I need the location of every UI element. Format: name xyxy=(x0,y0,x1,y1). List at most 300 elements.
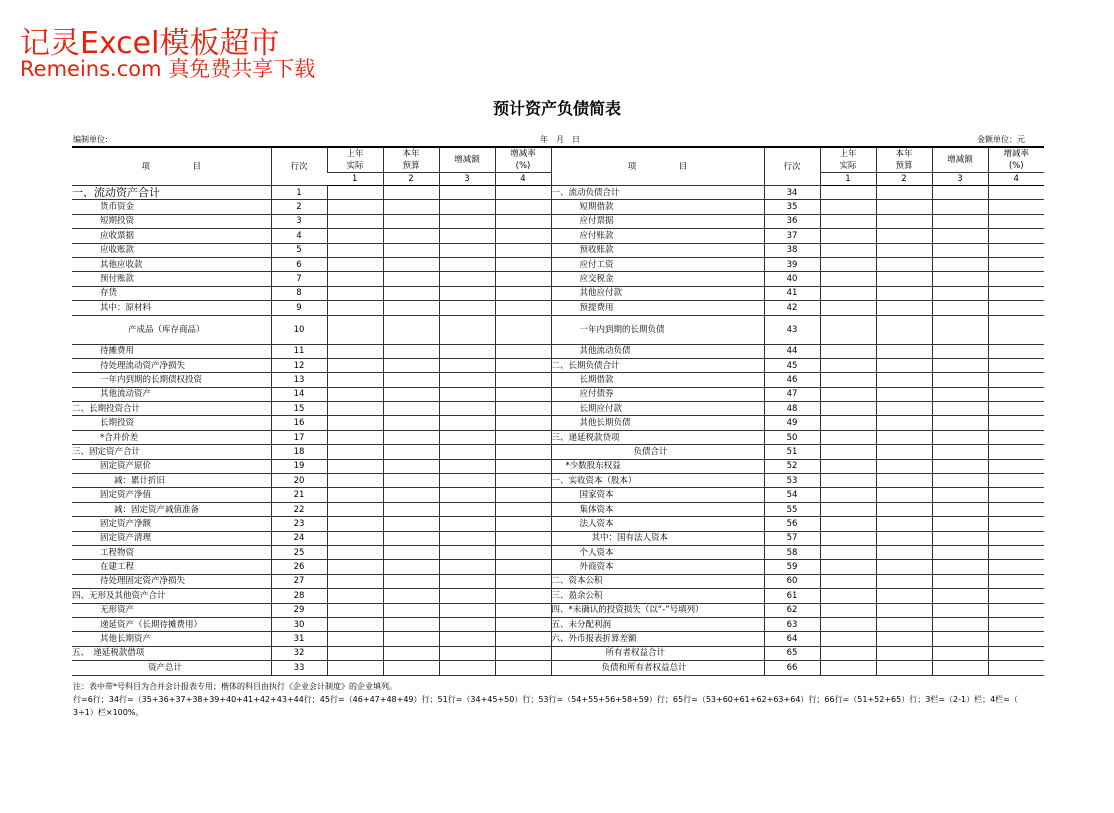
liability-value-cell-2[interactable] xyxy=(876,589,932,603)
liability-value-cell-3[interactable] xyxy=(932,603,988,617)
asset-value-cell-4[interactable] xyxy=(495,200,551,214)
asset-value-cell-3[interactable] xyxy=(439,502,495,516)
liability-value-cell-1[interactable] xyxy=(820,646,876,660)
liability-value-cell-3[interactable] xyxy=(932,459,988,473)
liability-value-cell-1[interactable] xyxy=(820,531,876,545)
asset-value-cell-2[interactable] xyxy=(383,315,439,344)
liability-value-cell-3[interactable] xyxy=(932,344,988,358)
asset-value-cell-3[interactable] xyxy=(439,358,495,372)
asset-value-cell-2[interactable] xyxy=(383,243,439,257)
asset-value-cell-1[interactable] xyxy=(327,589,383,603)
liability-value-cell-2[interactable] xyxy=(876,517,932,531)
liability-line-no-cell: 65 xyxy=(764,646,820,660)
asset-value-cell-2[interactable] xyxy=(383,430,439,444)
asset-line-no-cell: 12 xyxy=(271,358,327,372)
asset-value-cell-3[interactable] xyxy=(439,402,495,416)
liability-value-cell-3[interactable] xyxy=(932,574,988,588)
liability-value-cell-4[interactable] xyxy=(988,315,1044,344)
liability-value-cell-3[interactable] xyxy=(932,488,988,502)
liability-value-cell-2[interactable] xyxy=(876,488,932,502)
asset-value-cell-4[interactable] xyxy=(495,589,551,603)
liability-value-cell-2[interactable] xyxy=(876,474,932,488)
liability-value-cell-3[interactable] xyxy=(932,430,988,444)
asset-value-cell-2[interactable] xyxy=(383,617,439,631)
asset-value-cell-2[interactable] xyxy=(383,459,439,473)
liability-value-cell-2[interactable] xyxy=(876,545,932,559)
liability-value-cell-3[interactable] xyxy=(932,531,988,545)
liability-value-cell-3[interactable] xyxy=(932,358,988,372)
asset-value-cell-1[interactable] xyxy=(327,186,383,200)
table-row xyxy=(72,214,1044,228)
asset-value-cell-3[interactable] xyxy=(439,560,495,574)
liability-value-cell-4[interactable] xyxy=(988,531,1044,545)
liability-value-cell-2[interactable] xyxy=(876,272,932,286)
asset-item-cell: 存货 xyxy=(72,286,271,300)
asset-value-cell-3[interactable] xyxy=(439,661,495,675)
asset-value-cell-3[interactable] xyxy=(439,286,495,300)
liability-value-cell-4[interactable] xyxy=(988,229,1044,243)
liability-value-cell-1[interactable] xyxy=(820,632,876,646)
asset-value-cell-2[interactable] xyxy=(383,531,439,545)
asset-value-cell-2[interactable] xyxy=(383,373,439,387)
asset-value-cell-2[interactable] xyxy=(383,488,439,502)
liability-value-cell-4[interactable] xyxy=(988,574,1044,588)
liability-value-cell-2[interactable] xyxy=(876,200,932,214)
liability-value-cell-2[interactable] xyxy=(876,632,932,646)
liability-value-cell-3[interactable] xyxy=(932,560,988,574)
asset-value-cell-4[interactable] xyxy=(495,502,551,516)
asset-value-cell-4[interactable] xyxy=(495,459,551,473)
asset-line-no-cell: 21 xyxy=(271,488,327,502)
asset-value-cell-3[interactable] xyxy=(439,617,495,631)
asset-value-cell-3[interactable] xyxy=(439,344,495,358)
liability-value-cell-1[interactable] xyxy=(820,474,876,488)
asset-item-cell: 固定资产净值 xyxy=(72,488,271,502)
asset-value-cell-2[interactable] xyxy=(383,632,439,646)
asset-value-cell-4[interactable] xyxy=(495,617,551,631)
asset-value-cell-1[interactable] xyxy=(327,344,383,358)
asset-value-cell-1[interactable] xyxy=(327,646,383,660)
liability-value-cell-4[interactable] xyxy=(988,459,1044,473)
liability-value-cell-2[interactable] xyxy=(876,445,932,459)
liability-value-cell-4[interactable] xyxy=(988,502,1044,516)
liability-value-cell-3[interactable] xyxy=(932,632,988,646)
asset-value-cell-4[interactable] xyxy=(495,430,551,444)
asset-value-cell-3[interactable] xyxy=(439,589,495,603)
asset-value-cell-3[interactable] xyxy=(439,200,495,214)
asset-item-cell: *合并价差 xyxy=(72,430,271,444)
asset-value-cell-3[interactable] xyxy=(439,301,495,315)
liability-value-cell-3[interactable] xyxy=(932,545,988,559)
asset-item-cell: 其他流动资产 xyxy=(72,387,271,401)
liability-value-cell-3[interactable] xyxy=(932,445,988,459)
asset-value-cell-1[interactable] xyxy=(327,560,383,574)
liability-value-cell-3[interactable] xyxy=(932,315,988,344)
asset-value-cell-1[interactable] xyxy=(327,474,383,488)
liability-value-cell-4[interactable] xyxy=(988,257,1044,271)
liability-value-cell-1[interactable] xyxy=(820,430,876,444)
liability-value-cell-1[interactable] xyxy=(820,214,876,228)
liability-value-cell-2[interactable] xyxy=(876,387,932,401)
liability-value-cell-4[interactable] xyxy=(988,373,1044,387)
asset-value-cell-1[interactable] xyxy=(327,229,383,243)
liability-value-cell-1[interactable] xyxy=(820,416,876,430)
liability-value-cell-4[interactable] xyxy=(988,286,1044,300)
liability-value-cell-1[interactable] xyxy=(820,257,876,271)
asset-value-cell-1[interactable] xyxy=(327,632,383,646)
asset-value-cell-2[interactable] xyxy=(383,186,439,200)
asset-value-cell-3[interactable] xyxy=(439,646,495,660)
asset-line-no-cell: 30 xyxy=(271,617,327,631)
asset-value-cell-1[interactable] xyxy=(327,502,383,516)
liability-value-cell-1[interactable] xyxy=(820,358,876,372)
asset-value-cell-4[interactable] xyxy=(495,243,551,257)
asset-value-cell-3[interactable] xyxy=(439,373,495,387)
liability-value-cell-1[interactable] xyxy=(820,200,876,214)
liability-value-cell-3[interactable] xyxy=(932,257,988,271)
liability-value-cell-3[interactable] xyxy=(932,402,988,416)
asset-value-cell-3[interactable] xyxy=(439,272,495,286)
asset-value-cell-4[interactable] xyxy=(495,517,551,531)
liability-value-cell-3[interactable] xyxy=(932,301,988,315)
liability-value-cell-2[interactable] xyxy=(876,603,932,617)
asset-value-cell-1[interactable] xyxy=(327,574,383,588)
liability-value-cell-3[interactable] xyxy=(932,286,988,300)
asset-value-cell-2[interactable] xyxy=(383,574,439,588)
asset-value-cell-4[interactable] xyxy=(495,531,551,545)
liability-value-cell-2[interactable] xyxy=(876,315,932,344)
asset-value-cell-4[interactable] xyxy=(495,301,551,315)
asset-value-cell-4[interactable] xyxy=(495,603,551,617)
liability-value-cell-4[interactable] xyxy=(988,200,1044,214)
asset-value-cell-3[interactable] xyxy=(439,315,495,344)
asset-value-cell-3[interactable] xyxy=(439,517,495,531)
asset-value-cell-3[interactable] xyxy=(439,474,495,488)
liability-value-cell-1[interactable] xyxy=(820,545,876,559)
asset-value-cell-3[interactable] xyxy=(439,459,495,473)
asset-value-cell-4[interactable] xyxy=(495,416,551,430)
liability-value-cell-2[interactable] xyxy=(876,560,932,574)
asset-value-cell-2[interactable] xyxy=(383,257,439,271)
asset-value-cell-2[interactable] xyxy=(383,301,439,315)
liability-value-cell-4[interactable] xyxy=(988,632,1044,646)
liability-value-cell-2[interactable] xyxy=(876,186,932,200)
liability-value-cell-4[interactable] xyxy=(988,661,1044,675)
liability-value-cell-2[interactable] xyxy=(876,459,932,473)
liability-value-cell-3[interactable] xyxy=(932,517,988,531)
asset-value-cell-1[interactable] xyxy=(327,301,383,315)
asset-value-cell-3[interactable] xyxy=(439,257,495,271)
asset-value-cell-1[interactable] xyxy=(327,531,383,545)
asset-value-cell-1[interactable] xyxy=(327,661,383,675)
liability-item-cell: 三、盈余公积 xyxy=(551,589,764,603)
liability-value-cell-4[interactable] xyxy=(988,646,1044,660)
asset-value-cell-3[interactable] xyxy=(439,531,495,545)
liability-line-no-cell: 57 xyxy=(764,531,820,545)
liability-value-cell-4[interactable] xyxy=(988,344,1044,358)
asset-value-cell-1[interactable] xyxy=(327,402,383,416)
liability-value-cell-1[interactable] xyxy=(820,229,876,243)
asset-value-cell-2[interactable] xyxy=(383,560,439,574)
asset-value-cell-4[interactable] xyxy=(495,560,551,574)
liability-value-cell-3[interactable] xyxy=(932,387,988,401)
liability-item-cell: 三、递延税款贷项 xyxy=(551,430,764,444)
asset-value-cell-2[interactable] xyxy=(383,229,439,243)
liability-value-cell-1[interactable] xyxy=(820,517,876,531)
asset-value-cell-4[interactable] xyxy=(495,646,551,660)
asset-value-cell-3[interactable] xyxy=(439,574,495,588)
table-row xyxy=(72,243,1044,257)
liability-value-cell-1[interactable] xyxy=(820,617,876,631)
asset-value-cell-2[interactable] xyxy=(383,545,439,559)
asset-value-cell-1[interactable] xyxy=(327,373,383,387)
liability-value-cell-4[interactable] xyxy=(988,474,1044,488)
asset-value-cell-2[interactable] xyxy=(383,646,439,660)
asset-item-cell: 减：累计折旧 xyxy=(72,474,271,488)
liability-value-cell-1[interactable] xyxy=(820,344,876,358)
liability-value-cell-2[interactable] xyxy=(876,416,932,430)
liability-value-cell-2[interactable] xyxy=(876,502,932,516)
asset-line-no-cell: 8 xyxy=(271,286,327,300)
liability-value-cell-1[interactable] xyxy=(820,502,876,516)
liability-value-cell-1[interactable] xyxy=(820,445,876,459)
asset-value-cell-2[interactable] xyxy=(383,661,439,675)
liability-line-no-cell: 41 xyxy=(764,286,820,300)
liability-value-cell-1[interactable] xyxy=(820,488,876,502)
asset-value-cell-4[interactable] xyxy=(495,257,551,271)
asset-value-cell-3[interactable] xyxy=(439,229,495,243)
asset-line-no-cell: 9 xyxy=(271,301,327,315)
asset-value-cell-3[interactable] xyxy=(439,416,495,430)
liability-value-cell-1[interactable] xyxy=(820,286,876,300)
asset-value-cell-3[interactable] xyxy=(439,632,495,646)
asset-value-cell-4[interactable] xyxy=(495,402,551,416)
liability-value-cell-4[interactable] xyxy=(988,214,1044,228)
liability-value-cell-3[interactable] xyxy=(932,474,988,488)
asset-value-cell-2[interactable] xyxy=(383,358,439,372)
liability-value-cell-2[interactable] xyxy=(876,661,932,675)
asset-line-no-cell: 28 xyxy=(271,589,327,603)
header-asset-idx3: 3 xyxy=(439,173,495,186)
asset-value-cell-2[interactable] xyxy=(383,344,439,358)
asset-value-cell-3[interactable] xyxy=(439,186,495,200)
asset-value-cell-1[interactable] xyxy=(327,459,383,473)
header-asset-idx2: 2 xyxy=(383,173,439,186)
liability-value-cell-4[interactable] xyxy=(988,445,1044,459)
asset-value-cell-2[interactable] xyxy=(383,272,439,286)
liability-value-cell-3[interactable] xyxy=(932,229,988,243)
asset-value-cell-4[interactable] xyxy=(495,387,551,401)
asset-value-cell-2[interactable] xyxy=(383,416,439,430)
liability-value-cell-2[interactable] xyxy=(876,373,932,387)
asset-value-cell-1[interactable] xyxy=(327,243,383,257)
liability-value-cell-2[interactable] xyxy=(876,229,932,243)
liability-value-cell-2[interactable] xyxy=(876,286,932,300)
liability-value-cell-4[interactable] xyxy=(988,272,1044,286)
liability-value-cell-4[interactable] xyxy=(988,545,1044,559)
liability-value-cell-3[interactable] xyxy=(932,661,988,675)
liability-value-cell-1[interactable] xyxy=(820,373,876,387)
liability-value-cell-4[interactable] xyxy=(988,488,1044,502)
asset-value-cell-4[interactable] xyxy=(495,445,551,459)
asset-value-cell-2[interactable] xyxy=(383,502,439,516)
asset-value-cell-2[interactable] xyxy=(383,387,439,401)
asset-value-cell-1[interactable] xyxy=(327,445,383,459)
liability-value-cell-3[interactable] xyxy=(932,214,988,228)
asset-value-cell-3[interactable] xyxy=(439,387,495,401)
asset-value-cell-4[interactable] xyxy=(495,272,551,286)
asset-value-cell-1[interactable] xyxy=(327,387,383,401)
asset-value-cell-4[interactable] xyxy=(495,358,551,372)
asset-value-cell-1[interactable] xyxy=(327,416,383,430)
liability-value-cell-1[interactable] xyxy=(820,402,876,416)
asset-value-cell-3[interactable] xyxy=(439,243,495,257)
liability-value-cell-1[interactable] xyxy=(820,186,876,200)
liability-value-cell-3[interactable] xyxy=(932,617,988,631)
asset-value-cell-4[interactable] xyxy=(495,474,551,488)
liability-value-cell-2[interactable] xyxy=(876,243,932,257)
liability-value-cell-1[interactable] xyxy=(820,560,876,574)
liability-value-cell-3[interactable] xyxy=(932,272,988,286)
liability-value-cell-3[interactable] xyxy=(932,416,988,430)
liability-item-cell: 国家资本 xyxy=(551,488,764,502)
asset-value-cell-1[interactable] xyxy=(327,286,383,300)
liability-value-cell-1[interactable] xyxy=(820,574,876,588)
asset-value-cell-1[interactable] xyxy=(327,315,383,344)
asset-value-cell-2[interactable] xyxy=(383,214,439,228)
liability-value-cell-2[interactable] xyxy=(876,646,932,660)
liability-value-cell-4[interactable] xyxy=(988,243,1044,257)
liability-value-cell-4[interactable] xyxy=(988,430,1044,444)
liability-value-cell-2[interactable] xyxy=(876,301,932,315)
asset-value-cell-1[interactable] xyxy=(327,272,383,286)
liability-value-cell-4[interactable] xyxy=(988,517,1044,531)
liability-line-no-cell: 36 xyxy=(764,214,820,228)
liability-value-cell-4[interactable] xyxy=(988,186,1044,200)
header-liability-col3: 增减额 xyxy=(932,147,988,173)
liability-value-cell-4[interactable] xyxy=(988,603,1044,617)
asset-item-cell: 货币资金 xyxy=(72,200,271,214)
asset-value-cell-2[interactable] xyxy=(383,589,439,603)
liability-line-no-cell: 38 xyxy=(764,243,820,257)
liability-value-cell-4[interactable] xyxy=(988,358,1044,372)
liability-value-cell-1[interactable] xyxy=(820,315,876,344)
liability-value-cell-2[interactable] xyxy=(876,214,932,228)
liability-value-cell-4[interactable] xyxy=(988,301,1044,315)
asset-value-cell-1[interactable] xyxy=(327,430,383,444)
liability-value-cell-2[interactable] xyxy=(876,358,932,372)
asset-value-cell-4[interactable] xyxy=(495,373,551,387)
asset-value-cell-4[interactable] xyxy=(495,488,551,502)
asset-value-cell-1[interactable] xyxy=(327,214,383,228)
asset-value-cell-4[interactable] xyxy=(495,344,551,358)
asset-value-cell-2[interactable] xyxy=(383,603,439,617)
liability-value-cell-2[interactable] xyxy=(876,344,932,358)
liability-value-cell-2[interactable] xyxy=(876,574,932,588)
liability-line-no-cell: 43 xyxy=(764,315,820,344)
asset-value-cell-2[interactable] xyxy=(383,200,439,214)
liability-item-cell: 一、流动负债合计 xyxy=(551,186,764,200)
liability-value-cell-1[interactable] xyxy=(820,243,876,257)
liability-value-cell-3[interactable] xyxy=(932,502,988,516)
asset-value-cell-4[interactable] xyxy=(495,229,551,243)
liability-value-cell-1[interactable] xyxy=(820,272,876,286)
liability-value-cell-4[interactable] xyxy=(988,402,1044,416)
liability-value-cell-4[interactable] xyxy=(988,416,1044,430)
asset-value-cell-1[interactable] xyxy=(327,488,383,502)
liability-value-cell-3[interactable] xyxy=(932,373,988,387)
asset-value-cell-3[interactable] xyxy=(439,603,495,617)
liability-line-no-cell: 34 xyxy=(764,186,820,200)
liability-value-cell-4[interactable] xyxy=(988,560,1044,574)
asset-value-cell-4[interactable] xyxy=(495,574,551,588)
asset-value-cell-4[interactable] xyxy=(495,632,551,646)
header-liability-line-no: 行次 xyxy=(764,147,820,186)
liability-value-cell-2[interactable] xyxy=(876,430,932,444)
liability-value-cell-3[interactable] xyxy=(932,646,988,660)
liability-value-cell-3[interactable] xyxy=(932,243,988,257)
asset-value-cell-1[interactable] xyxy=(327,617,383,631)
asset-value-cell-1[interactable] xyxy=(327,603,383,617)
header-liability-idx4: 4 xyxy=(988,173,1044,186)
asset-value-cell-1[interactable] xyxy=(327,200,383,214)
liability-item-cell: *少数股东权益 xyxy=(551,459,764,473)
asset-value-cell-2[interactable] xyxy=(383,402,439,416)
asset-value-cell-3[interactable] xyxy=(439,430,495,444)
liability-value-cell-3[interactable] xyxy=(932,200,988,214)
asset-value-cell-4[interactable] xyxy=(495,214,551,228)
liability-value-cell-3[interactable] xyxy=(932,589,988,603)
asset-value-cell-3[interactable] xyxy=(439,445,495,459)
liability-value-cell-1[interactable] xyxy=(820,589,876,603)
asset-value-cell-3[interactable] xyxy=(439,545,495,559)
asset-value-cell-4[interactable] xyxy=(495,286,551,300)
liability-value-cell-2[interactable] xyxy=(876,617,932,631)
asset-value-cell-4[interactable] xyxy=(495,545,551,559)
asset-value-cell-3[interactable] xyxy=(439,488,495,502)
liability-value-cell-1[interactable] xyxy=(820,661,876,675)
asset-value-cell-1[interactable] xyxy=(327,517,383,531)
asset-item-cell: 二、长期投资合计 xyxy=(72,402,271,416)
liability-value-cell-1[interactable] xyxy=(820,459,876,473)
asset-value-cell-3[interactable] xyxy=(439,214,495,228)
asset-value-cell-1[interactable] xyxy=(327,358,383,372)
liability-line-no-cell: 56 xyxy=(764,517,820,531)
liability-value-cell-1[interactable] xyxy=(820,301,876,315)
asset-value-cell-4[interactable] xyxy=(495,315,551,344)
asset-value-cell-2[interactable] xyxy=(383,517,439,531)
asset-line-no-cell: 16 xyxy=(271,416,327,430)
liability-value-cell-4[interactable] xyxy=(988,387,1044,401)
asset-value-cell-2[interactable] xyxy=(383,445,439,459)
liability-value-cell-2[interactable] xyxy=(876,402,932,416)
liability-value-cell-2[interactable] xyxy=(876,531,932,545)
asset-value-cell-4[interactable] xyxy=(495,186,551,200)
table-row xyxy=(72,229,1044,243)
liability-value-cell-1[interactable] xyxy=(820,387,876,401)
asset-value-cell-1[interactable] xyxy=(327,545,383,559)
liability-value-cell-2[interactable] xyxy=(876,257,932,271)
liability-value-cell-4[interactable] xyxy=(988,617,1044,631)
asset-value-cell-4[interactable] xyxy=(495,661,551,675)
asset-value-cell-2[interactable] xyxy=(383,474,439,488)
asset-value-cell-2[interactable] xyxy=(383,286,439,300)
liability-value-cell-1[interactable] xyxy=(820,603,876,617)
asset-value-cell-1[interactable] xyxy=(327,257,383,271)
liability-value-cell-3[interactable] xyxy=(932,186,988,200)
liability-line-no-cell: 58 xyxy=(764,545,820,559)
liability-value-cell-4[interactable] xyxy=(988,589,1044,603)
